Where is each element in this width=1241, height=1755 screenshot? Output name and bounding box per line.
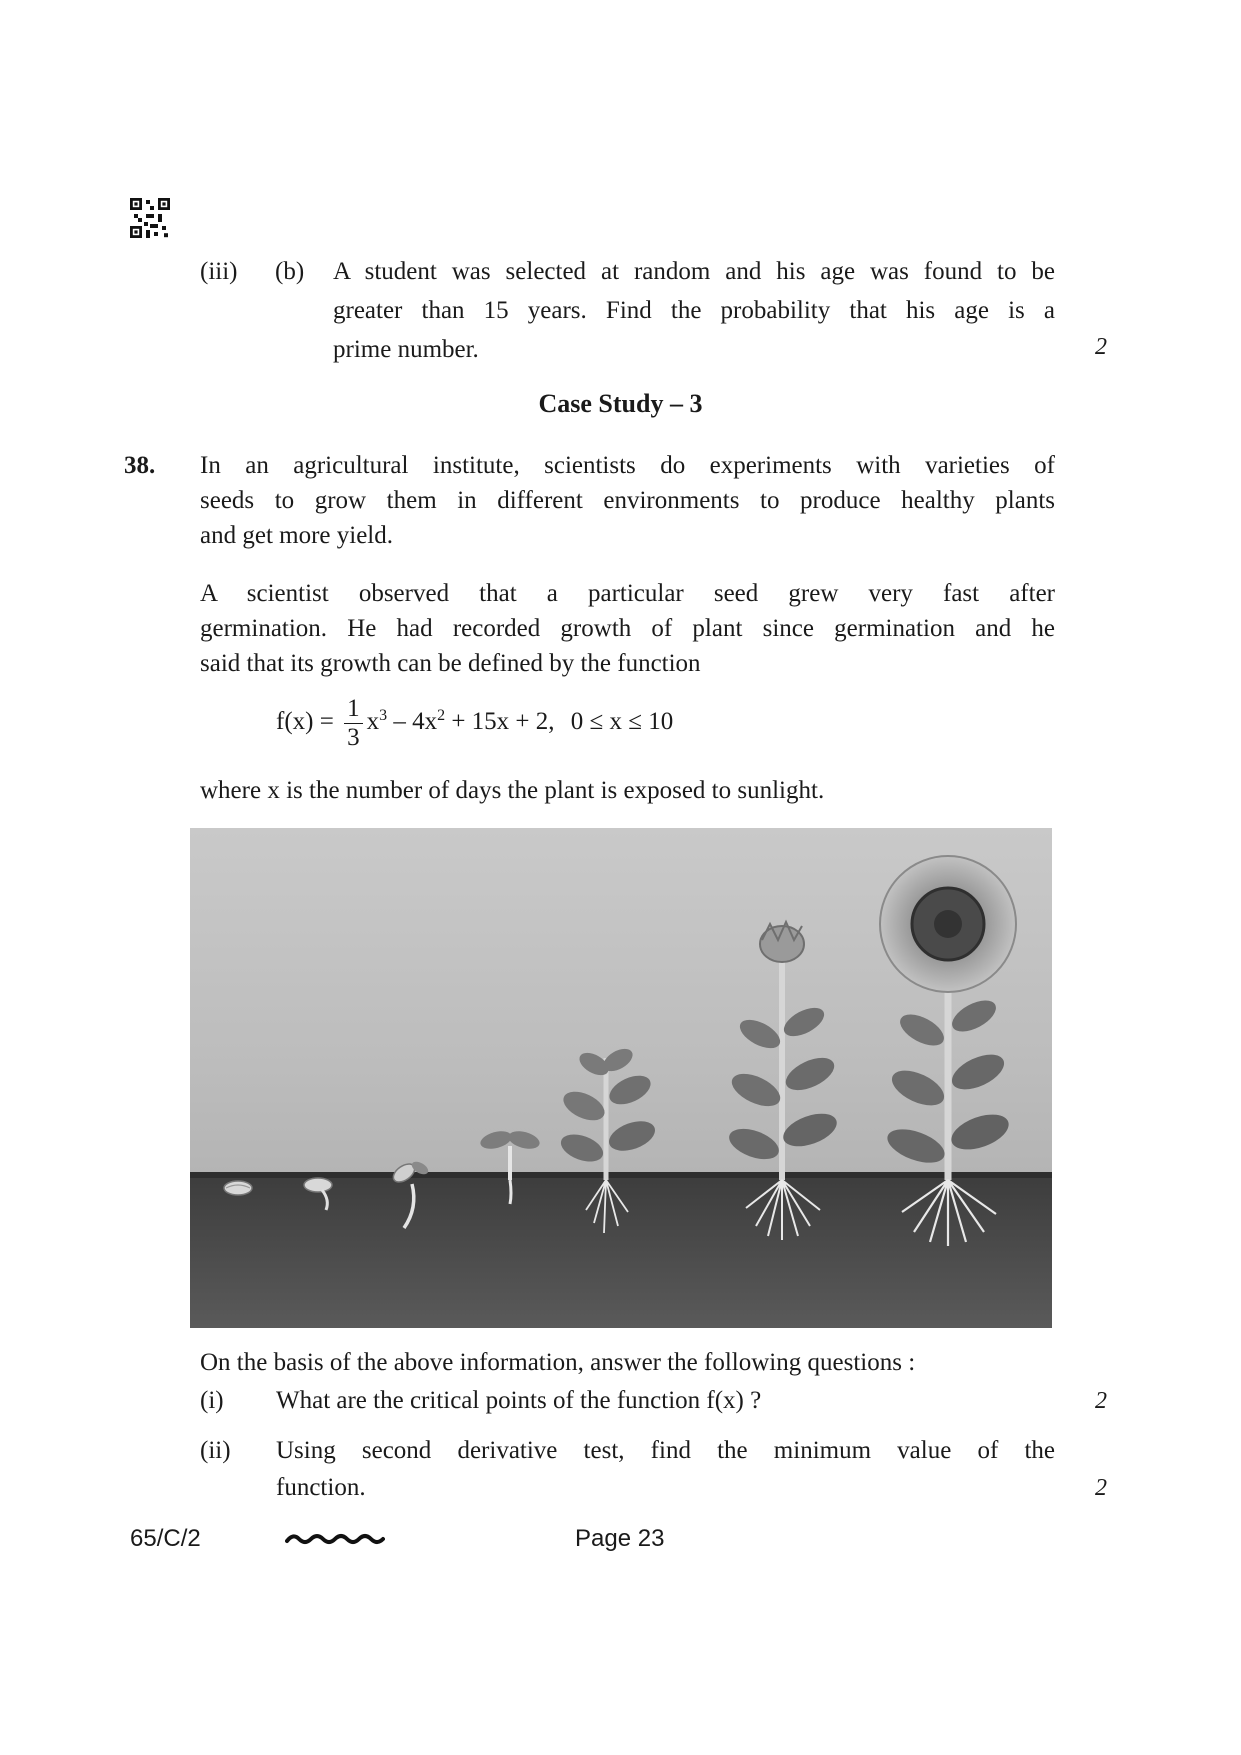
term-rest: + 15x + 2,: [445, 708, 555, 736]
text-line: and get more yield.: [200, 522, 393, 549]
marks-label: 2: [1095, 334, 1107, 360]
marks-label: 2: [1095, 1475, 1107, 1501]
text-line: function.: [276, 1474, 366, 1501]
part-label: (iii): [200, 258, 238, 285]
text-line: A scientist observed that a particular seed grew very fast after: [200, 580, 1055, 607]
function-lhs: f(x) =: [276, 708, 334, 736]
seed-stage-1: [224, 1181, 252, 1195]
text-line: seeds to grow them in different environments to produce healthy plants: [200, 487, 1055, 514]
basis-line: On the basis of the above information, answer the following questions :: [200, 1349, 916, 1376]
question-number: 38.: [124, 452, 156, 479]
text-line: germination. He had recorded growth of plant since germination and he: [200, 615, 1055, 642]
marks-label: 2: [1095, 1388, 1107, 1414]
question-paragraph-1: [200, 448, 1055, 554]
text-line: said that its growth can be defined by the function: [200, 650, 701, 677]
sub-question-label: (ii): [200, 1437, 231, 1464]
term-x: x: [366, 708, 380, 736]
exponent: 2: [437, 707, 446, 725]
text-line: greater than 15 years. Find the probability that his age is a: [333, 297, 1055, 324]
function-equation: [276, 695, 673, 752]
text-line: In an agricultural institute, scientists do experiments with varieties of: [200, 452, 1055, 479]
text-line: prime number.: [333, 336, 479, 363]
sub-question-label: (i): [200, 1387, 224, 1414]
sub-label: (b): [275, 258, 305, 285]
paper-code: 65/C/2: [130, 1525, 201, 1552]
fraction-denominator: 3: [347, 724, 360, 751]
text-line: Using second derivative test, find the minimum value of the: [276, 1437, 1055, 1464]
text-line: A student was selected at random and his age was found to be: [333, 258, 1055, 285]
where-line: where x is the number of days the plant is exposed to sunlight.: [200, 777, 825, 804]
case-study-heading: Case Study – 3: [538, 389, 703, 418]
top-question-text: [333, 254, 1055, 368]
page-number: Page 23: [575, 1525, 665, 1552]
function-domain: 0 ≤ x ≤ 10: [570, 708, 674, 736]
sub-question-text: [276, 1433, 1055, 1506]
question-paragraph-2: [200, 576, 1055, 682]
sub-question-text: What are the critical points of the function f(x) ?: [276, 1387, 762, 1414]
term-4x: – 4x: [387, 708, 438, 736]
wave-ornament-icon: [285, 1531, 385, 1547]
exponent: 3: [379, 707, 388, 725]
fraction-numerator: 1: [344, 695, 363, 724]
qr-code-icon: [130, 198, 170, 238]
plant-growth-illustration: [190, 828, 1052, 1328]
fraction: [344, 695, 363, 752]
